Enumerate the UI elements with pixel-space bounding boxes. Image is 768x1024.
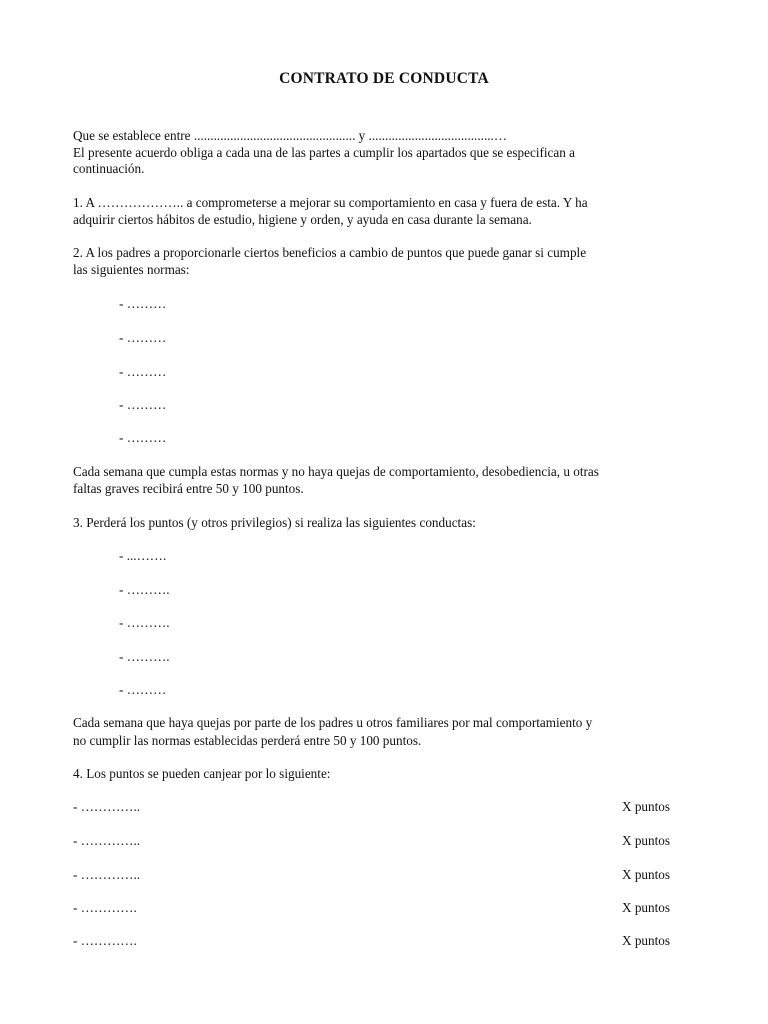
section-3-text: 3. Perderá los puntos (y otros privilegios) si realiza las siguientes conductas: [73,515,476,530]
conduct-list-item: - ………. [119,582,170,597]
reward-points: X puntos [622,900,670,915]
reward-item: - …………. [73,933,137,948]
norm-list-item: - ……… [119,364,167,379]
section-2-note: faltas graves recibirá entre 50 y 100 puntos. [73,481,304,496]
reward-points: X puntos [622,867,670,882]
section-2-text: 2. A los padres a proporcionarle ciertos beneficios a cambio de puntos que puede ganar si cumple [73,245,587,260]
reward-item: - ………….. [73,833,141,848]
reward-item: - …………. [73,900,137,915]
document-title: CONTRATO DE CONDUCTA [279,70,489,87]
section-3-note: no cumplir las normas establecidas perderá entre 50 y 100 puntos. [73,733,422,748]
norm-list-item: - ……… [119,397,167,412]
conduct-list-item: - ...……. [119,548,167,563]
reward-points: X puntos [622,933,670,948]
section-2-note: Cada semana que cumpla estas normas y no haya quejas de comportamiento, desobediencia, u otras [73,464,599,479]
reward-item: - ………….. [73,799,141,814]
reward-points: X puntos [622,833,670,848]
reward-points: X puntos [622,799,670,814]
conduct-list-item: - ……… [119,682,167,697]
section-3-note: Cada semana que haya quejas por parte de los padres u otros familiares por mal comportamiento y [73,715,593,730]
conduct-list-item: - ………. [119,615,170,630]
intro-line: El presente acuerdo obliga a cada una de las partes a cumplir los apartados que se especifican a [73,145,576,160]
section-2-text: las siguientes normas: [73,262,190,277]
reward-item: - ………….. [73,867,141,882]
intro-line: continuación. [73,161,145,176]
norm-list-item: - ……… [119,296,167,311]
conduct-list-item: - ………. [119,649,170,664]
section-1-text: 1. A ……………….. a comprometerse a mejorar su comportamiento en casa y fuera de esta. Y ha [73,195,588,210]
norm-list-item: - ……… [119,430,167,445]
intro-line: Que se establece entre ................................................. y ......................................… [73,128,508,143]
norm-list-item: - ……… [119,330,167,345]
section-1-text: adquirir ciertos hábitos de estudio, higiene y orden, y ayuda en casa durante la semana. [73,212,532,227]
section-4-heading: 4. Los puntos se pueden canjear por lo siguiente: [73,766,331,781]
